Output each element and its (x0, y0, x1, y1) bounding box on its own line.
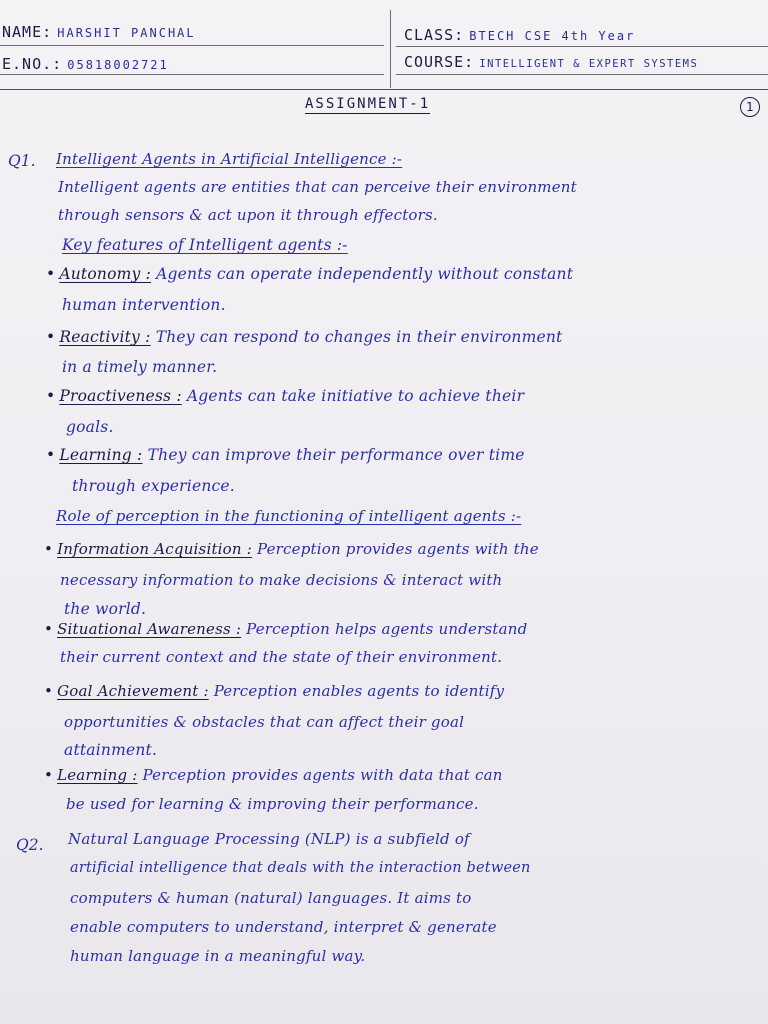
role-item-learning: • Learning : Perception provides agents with data that can (44, 766, 503, 784)
page-title: ASSIGNMENT-1 (305, 96, 431, 112)
q1-heading: Intelligent Agents in Artificial Intelligence :- (56, 150, 403, 168)
course-value: INTELLIGENT & EXPERT SYSTEMS (479, 58, 699, 70)
role-term: Learning : (57, 766, 138, 784)
role-continuation: opportunities & obstacles that can affect their goal (64, 713, 465, 731)
feature-item-learning: • Learning : They can improve their performance over time (46, 446, 525, 464)
q2-line-4: enable computers to understand, interpret & generate (70, 918, 497, 936)
key-features-heading: Key features of Intelligent agents :- (62, 236, 348, 254)
role-continuation: their current context and the state of their environment. (60, 648, 503, 666)
role-text: Perception enables agents to identify (213, 682, 505, 700)
feature-continuation: in a timely manner. (62, 358, 218, 376)
header-bottom-rule (0, 89, 768, 90)
page-number: 1 (740, 97, 760, 117)
name-label: NAME: (2, 23, 53, 41)
class-value: BTECH CSE 4th Year (469, 29, 636, 43)
name-row (2, 22, 196, 41)
header-rule-eno (0, 74, 384, 75)
feature-text: Agents can take initiative to achieve their (186, 387, 525, 405)
role-term: Information Acquisition : (57, 540, 252, 558)
q1-intro-line-2: through sensors & act upon it through effectors. (58, 206, 438, 224)
role-continuation: necessary information to make decisions & interact with (60, 571, 503, 589)
feature-continuation: human intervention. (62, 296, 226, 314)
q2-line-5: human language in a meaningful way. (70, 947, 366, 965)
feature-text: They can improve their performance over time (147, 446, 525, 464)
q2-number: Q2. (16, 836, 44, 854)
course-label: COURSE: (404, 53, 475, 71)
role-term: Situational Awareness : (57, 620, 242, 638)
feature-term: Autonomy : (59, 265, 151, 283)
role-continuation: attainment. (64, 741, 158, 759)
name-value: HARSHIT PANCHAL (57, 26, 196, 40)
q2-line-3: computers & human (natural) languages. It aims to (70, 889, 472, 907)
feature-continuation: goals. (66, 418, 114, 436)
role-continuation: the world. (64, 600, 147, 618)
feature-text: Agents can operate independently without constant (156, 265, 574, 283)
q1-intro-line-1: Intelligent agents are entities that can perceive their environment (58, 178, 577, 196)
q2-line-2: artificial intelligence that deals with the interaction between (70, 860, 531, 876)
eno-label: E.NO.: (2, 55, 63, 73)
q1-number: Q1. (8, 152, 36, 170)
feature-item-proactiveness: • Proactiveness : Agents can take initiative to achieve their (46, 387, 525, 405)
eno-value: 05818002721 (67, 58, 169, 72)
eno-row (2, 54, 169, 73)
role-text: Perception provides agents with data that can (142, 766, 503, 784)
feature-item-autonomy: • Autonomy : Agents can operate independently without constant (46, 265, 574, 283)
feature-item-reactivity: • Reactivity : They can respond to changes in their environment (46, 328, 563, 346)
q2-line-1: Natural Language Processing (NLP) is a subfield of (68, 830, 470, 848)
header-rule-name (0, 45, 384, 46)
role-item-information-acquisition: • Information Acquisition : Perception provides agents with the (44, 540, 539, 558)
role-text: Perception provides agents with the (256, 540, 539, 558)
role-term: Goal Achievement : (57, 682, 209, 700)
feature-term: Proactiveness : (59, 387, 182, 405)
class-row (404, 25, 635, 44)
role-heading: Role of perception in the functioning of intelligent agents :- (56, 507, 522, 525)
role-text: Perception helps agents understand (246, 620, 528, 638)
feature-term: Learning : (59, 446, 143, 464)
course-row (404, 52, 698, 71)
feature-text: They can respond to changes in their environment (155, 328, 563, 346)
role-item-goal-achievement: • Goal Achievement : Perception enables agents to identify (44, 682, 505, 700)
header-divider (390, 10, 391, 88)
class-label: CLASS: (404, 26, 465, 44)
header-rule-class (396, 46, 768, 47)
role-item-situational-awareness: • Situational Awareness : Perception helps agents understand (44, 620, 528, 638)
feature-continuation: through experience. (72, 477, 235, 495)
role-continuation: be used for learning & improving their performance. (66, 795, 479, 813)
feature-term: Reactivity : (59, 328, 151, 346)
header-rule-course (396, 74, 768, 75)
